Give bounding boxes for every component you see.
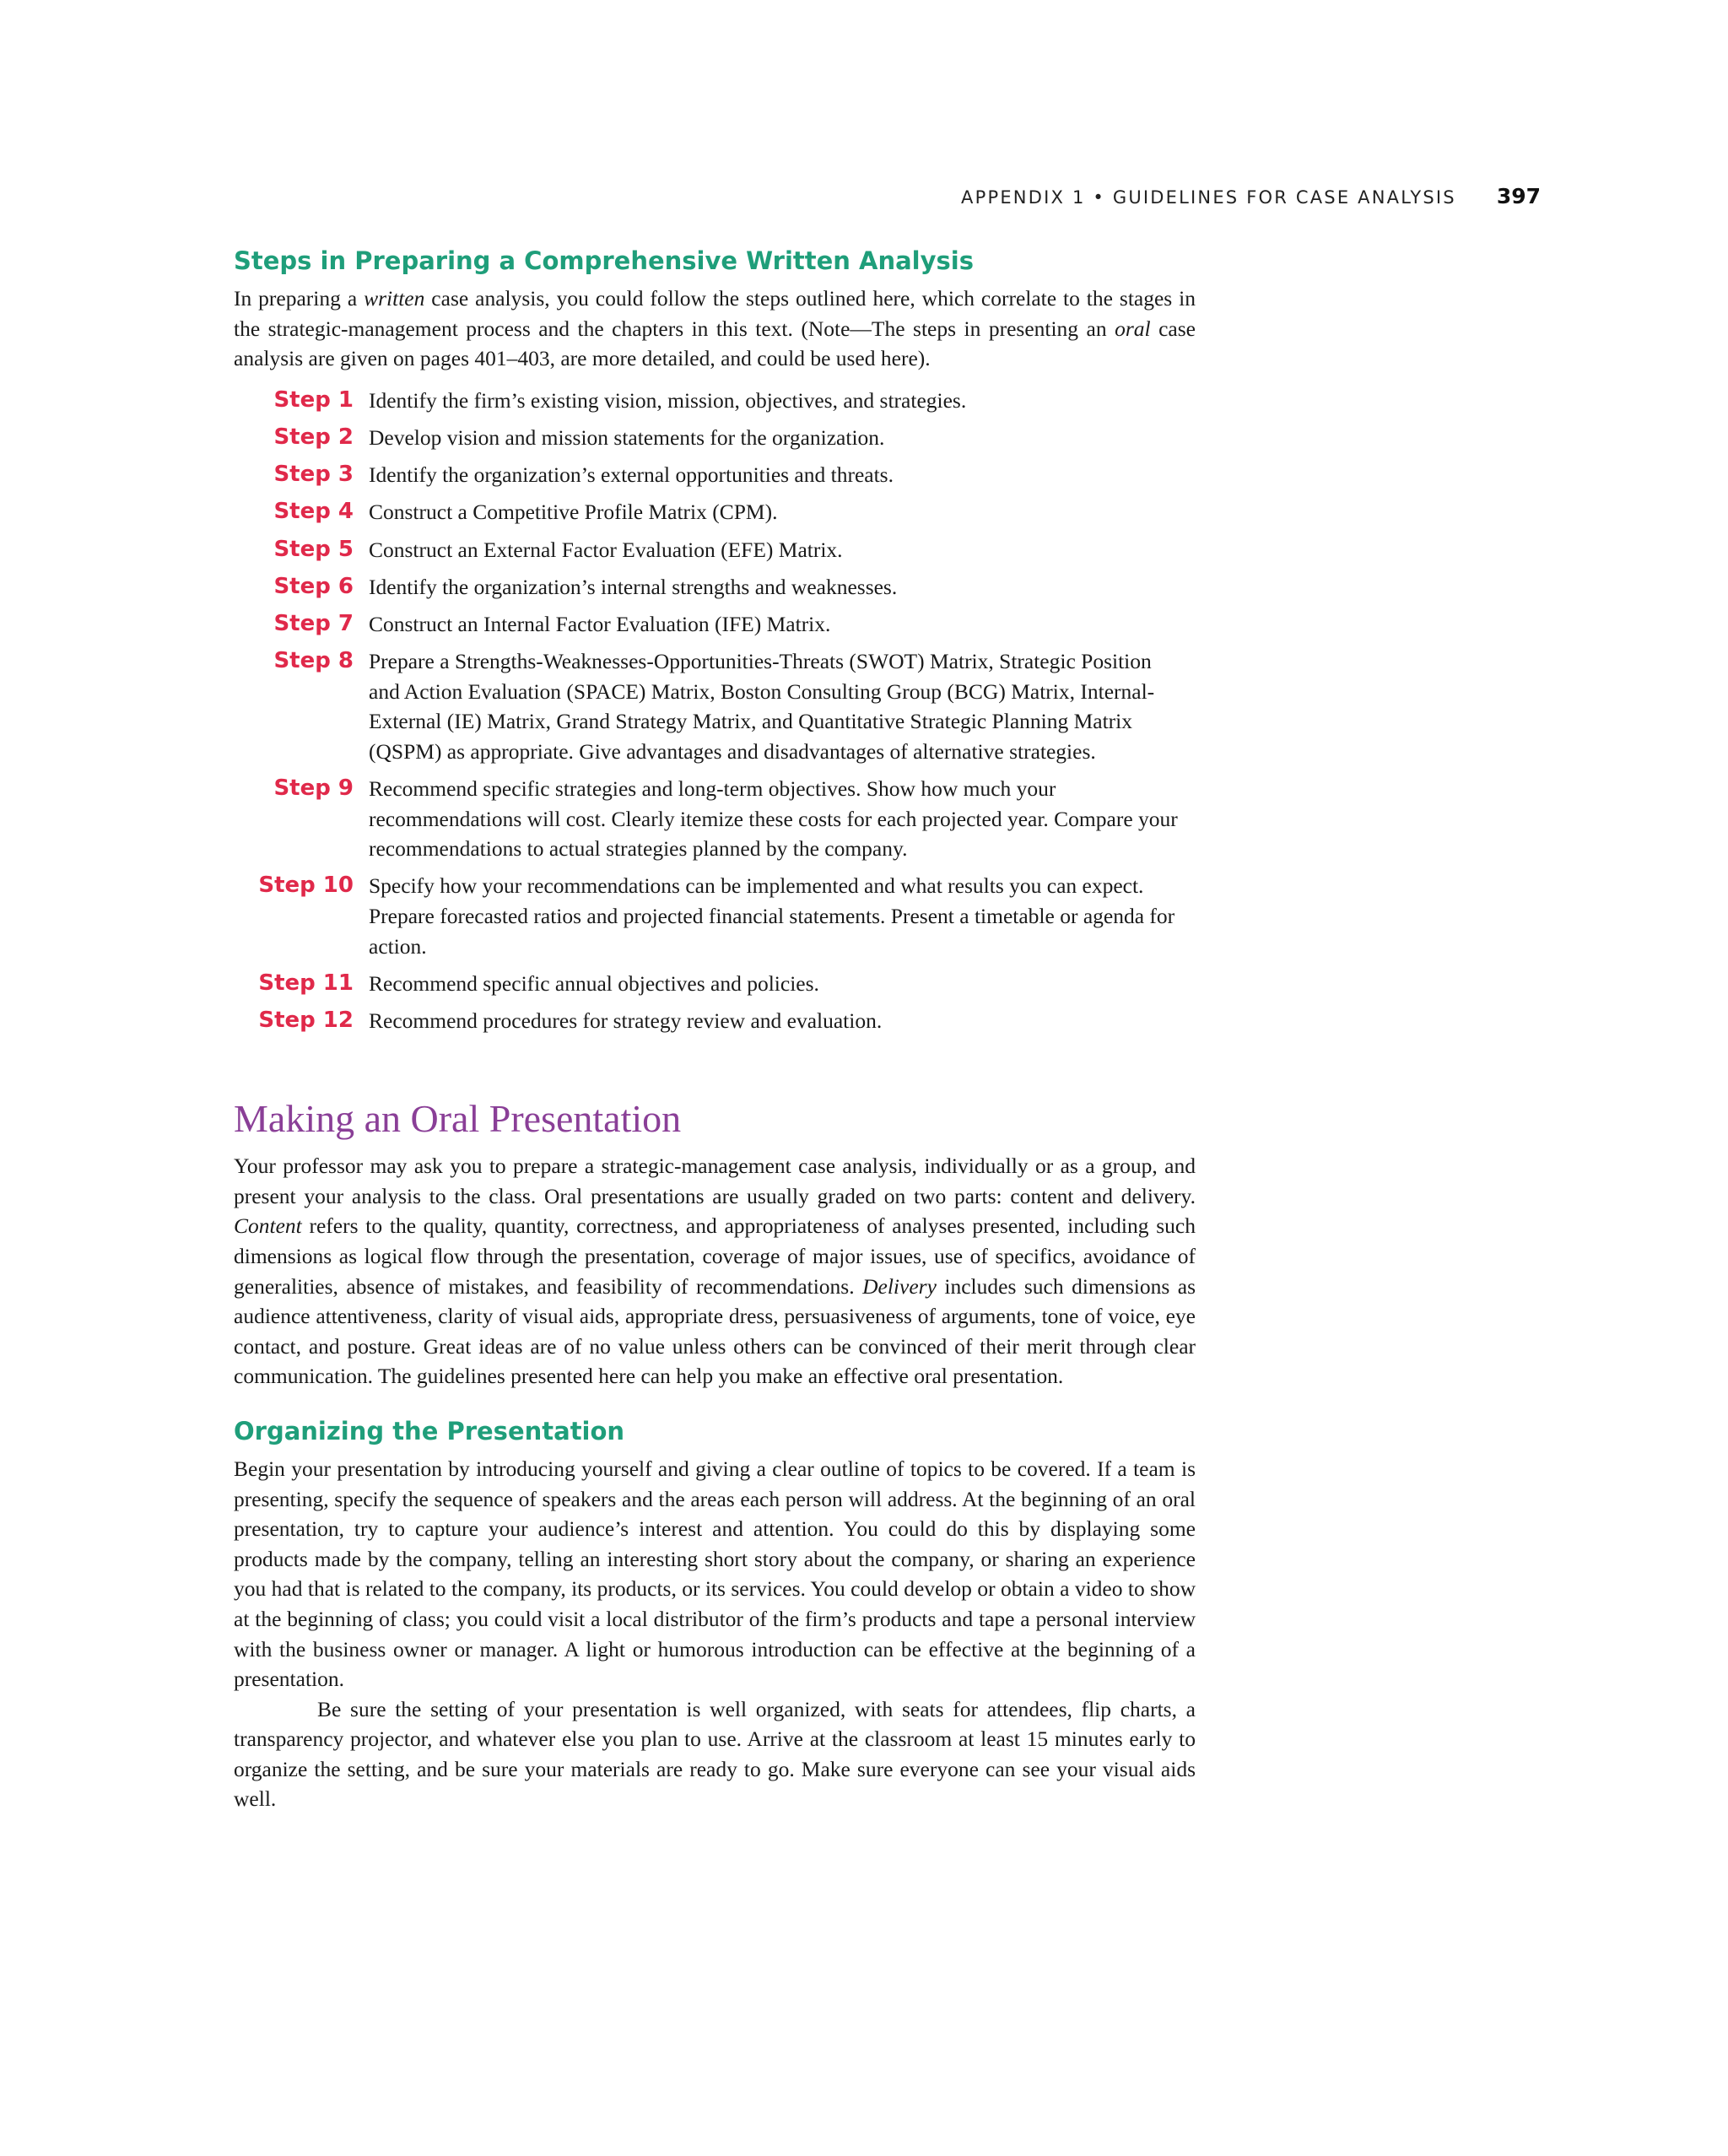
step-item	[234, 535, 1196, 565]
step-item	[234, 423, 1196, 453]
step-label: Step 3	[273, 462, 354, 488]
step-text: Recommend procedures for strategy review and evaluation.	[369, 1008, 883, 1033]
step-label: Step 6	[273, 573, 354, 599]
step-text: Identify the organization’s external opportunities and threats.	[369, 462, 894, 488]
organizing-heading: Organizing the Presentation	[234, 1416, 625, 1445]
page-content	[234, 245, 1196, 1814]
running-title: APPENDIX 1 • GUIDELINES FOR CASE ANALYSIS	[961, 187, 1456, 208]
step-label: Step 4	[273, 499, 354, 525]
step-text: Identify the organization’s internal strengths and weaknesses.	[369, 574, 898, 599]
page-number: 397	[1496, 184, 1541, 208]
oral-presentation-heading: Making an Oral Presentation	[234, 1097, 682, 1141]
step-item	[234, 460, 1196, 490]
step-item	[234, 386, 1196, 416]
step-item	[234, 646, 1196, 766]
step-label: Step 7	[273, 610, 354, 636]
step-text: Develop vision and mission statements for the organization.	[369, 424, 885, 450]
step-item	[234, 609, 1196, 640]
step-text: Construct an Internal Factor Evaluation (IFE) Matrix.	[369, 611, 831, 636]
step-label: Step 9	[273, 775, 354, 802]
step-item	[234, 572, 1196, 602]
step-item	[234, 969, 1196, 999]
step-item	[234, 497, 1196, 527]
step-item	[234, 871, 1196, 961]
step-label: Step 10	[258, 873, 354, 899]
step-label: Step 1	[273, 386, 354, 413]
organizing-paragraph-2: Be sure the setting of your presentation is well organized, with seats for attendees, flip charts, a transparency projector, and whatever else you plan to use. Arrive at the classroom at least 15 minutes early to organize the setting, and be sure your materials are ready to go. Make sure everyone can see your visual aids well.	[234, 1696, 1196, 1812]
step-label: Step 11	[258, 970, 354, 996]
step-text: Construct an External Factor Evaluation (EFE) Matrix.	[369, 537, 843, 562]
step-label: Step 12	[258, 1008, 354, 1033]
step-label: Step 8	[273, 648, 354, 674]
step-text: Prepare a Strengths-Weaknesses-Opportunities-Threats (SWOT) Matrix, Strategic Position and Action Evaluation (SPACE) Matrix, Boston Consulting Group (BCG) Matrix, Internal-External (IE) Matrix, Grand Strategy Matrix, and Quantitative Strategic Planning Matrix (QSPM) as appropriate. Give advantages and disadvantages of alternative strategies.	[369, 649, 1155, 764]
oral-presentation-paragraph: Your professor may ask you to prepare a strategic-management case analysis, individually or as a group, and present your analysis to the class. Oral presentations are usually graded on two parts: content and delivery. Content refers to the quality, quantity, correctness, and appropriateness of analyses presented, including such dimensions as logical flow through the presentation, coverage of major issues, use of specifics, avoidance of generalities, absence of mistakes, and feasibility of recommendations. Delivery includes such dimensions as audience attentiveness, clarity of visual aids, appropriate dress, persuasiveness of arguments, tone of voice, eye contact, and posture. Great ideas are of no value unless others can be convinced of their merit through clear communication. The guidelines presented here can help you make an effective oral presentation.	[234, 1154, 1196, 1389]
written-analysis-intro: In preparing a written case analysis, you could follow the steps outlined here, which correlate to the stages in the strategic-management process and the chapters in this text. (Note—The steps in presenting an oral case analysis are given on pages 401–403, are more detailed, and could be used here).	[234, 286, 1196, 371]
step-text: Construct a Competitive Profile Matrix (CPM).	[369, 500, 778, 525]
step-text: Specify how your recommendations can be implemented and what results you can expect. Prepare forecasted ratios and projected financial statements. Present a timetable or agenda for action.	[369, 873, 1175, 959]
step-text: Recommend specific strategies and long-term objectives. Show how much your recommendations will cost. Clearly itemize these costs for each projected year. Compare your recommendations to actual strategies planned by the company.	[369, 776, 1178, 862]
step-text: Recommend specific annual objectives and policies.	[369, 970, 819, 996]
step-label: Step 2	[273, 424, 354, 450]
steps-list	[234, 386, 1196, 1036]
step-item	[234, 774, 1196, 864]
organizing-paragraph-1: Begin your presentation by introducing yourself and giving a clear outline of topics to be covered. If a team is presenting, specify the sequence of speakers and the areas each person will address. At the beginning of an oral presentation, try to capture your audience’s interest and attention. You could do this by displaying some products made by the company, telling an interesting short story about the company, or sharing an experience you had that is related to the company, its products, or its services. You could develop or obtain a video to show at the beginning of class; you could visit a local distributor of the firm’s products and tape a personal interview with the business owner or manager. A light or humorous introduction can be effective at the beginning of a presentation.	[234, 1456, 1196, 1692]
step-text: Identify the firm’s existing vision, mission, objectives, and strategies.	[369, 387, 967, 413]
step-label: Step 5	[273, 536, 354, 562]
step-item	[234, 1006, 1196, 1036]
running-head	[961, 184, 1541, 208]
written-analysis-heading: Steps in Preparing a Comprehensive Written Analysis	[234, 246, 974, 275]
